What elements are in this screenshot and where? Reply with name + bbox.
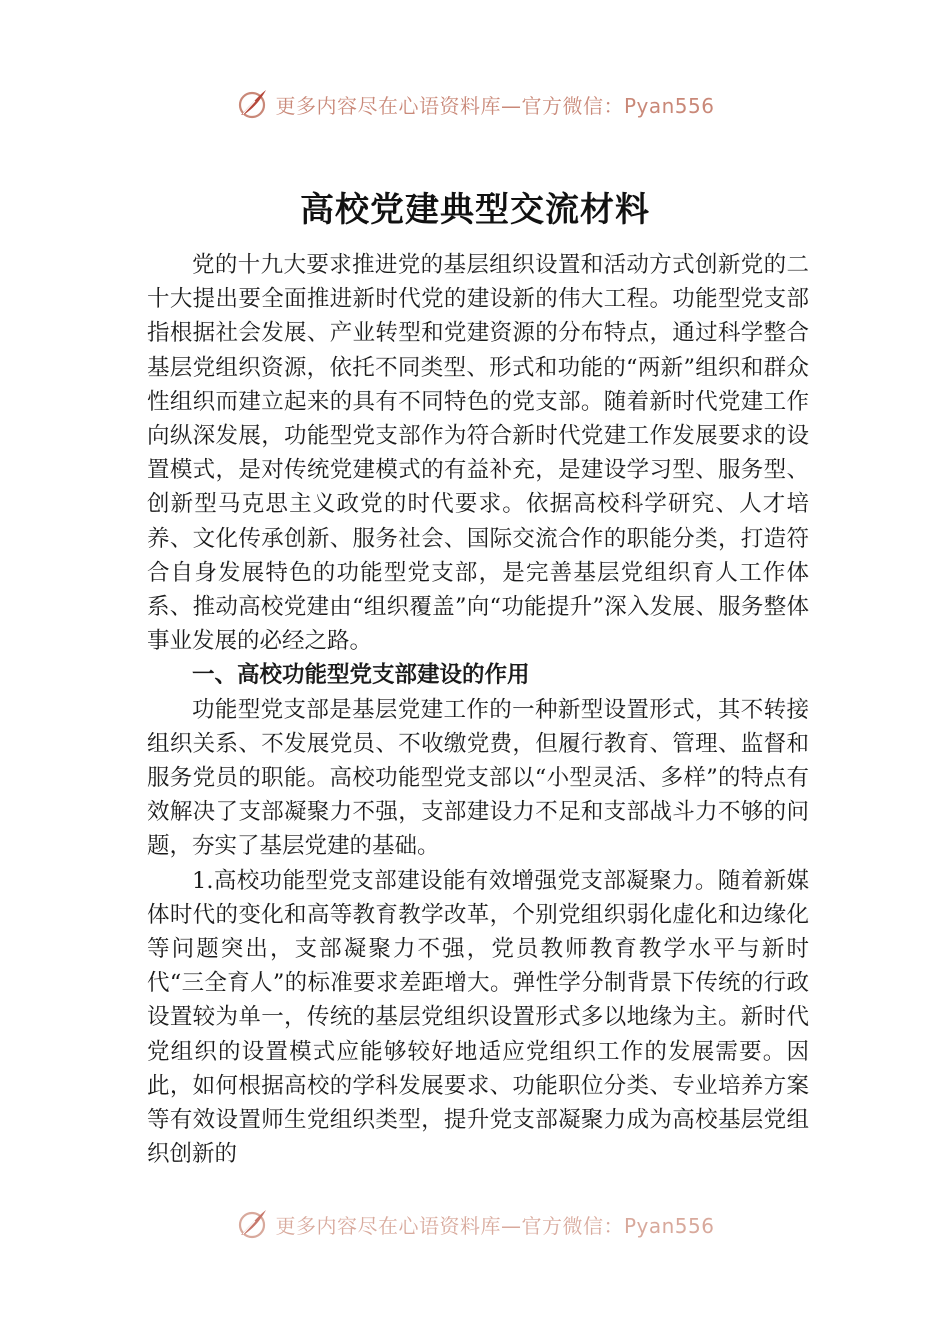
intro-paragraph: 党的十九大要求推进党的基层组织设置和活动方式创新党的二十大提出要全面推进新时代党的建设新的伟大工程。功能型党支部指根据社会发展、产业转型和党建资源的分布特点，通过科学整合基层党组织资源，依托不同类型、形式和功能的“两新”组织和群众性组织而建立起来的具有不同特色的党支部。随着新时代党建工作向纵深发展，功能型党支部作为符合新时代党建工作发展要求的设置模式，是对传统党建模式的有益补充，是建设学习型、服务型、创新型马克思主义政党的时代要求。依据高校科学研究、人才培养、文化传承创新、服务社会、国际交流合作的职能分类，打造符合自身发展特色的功能型党支部，是完善基层党组织育人工作体系、推动高校党建由“组织覆盖”向“功能提升”深入发展、服务整体事业发展的必经之路。 [147, 252, 809, 655]
feather-pen-logo-icon [235, 1207, 269, 1241]
document-title: 高校党建典型交流材料 [300, 190, 650, 230]
watermark-banner-bottom [0, 1204, 950, 1244]
watermark-text: 更多内容尽在心语资料库—官方微信：Pyan556 [275, 1213, 715, 1238]
point-1-paragraph: 1.高校功能型党支部建设能有效增强党支部凝聚力。随着新媒体时代的变化和高等教育教学改革，个别党组织弱化虚化和边缘化等问题突出，支部凝聚力不强，党员教师教育教学水平与新时代“三全育人”的标准要求差距增大。弹性学分制背景下传统的行政设置较为单一，传统的基层党组织设置形式多以地缘为主。新时代党组织的设置模式应能够较好地适应党组织工作的发展需要。因此，如何根据高校的学科发展要求、功能职位分类、专业培养方案等有效设置师生党组织类型，提升党支部凝聚力成为高校基层党组织创新的 [147, 867, 809, 1168]
section-1-paragraph: 功能型党支部是基层党建工作的一种新型设置形式，其不转接组织关系、不发展党员、不收缴党费，但履行教育、管理、监督和服务党员的职能。高校功能型党支部以“小型灵活、多样”的特点有效解决了支部凝聚力不强，支部建设力不足和支部战斗力不够的问题，夯实了基层党建的基础。 [147, 696, 809, 860]
section-heading-1: 一、高校功能型党支部建设的作用 [192, 662, 530, 689]
watermark-text: 更多内容尽在心语资料库—官方微信：Pyan556 [275, 93, 715, 118]
document-body [147, 248, 809, 1171]
